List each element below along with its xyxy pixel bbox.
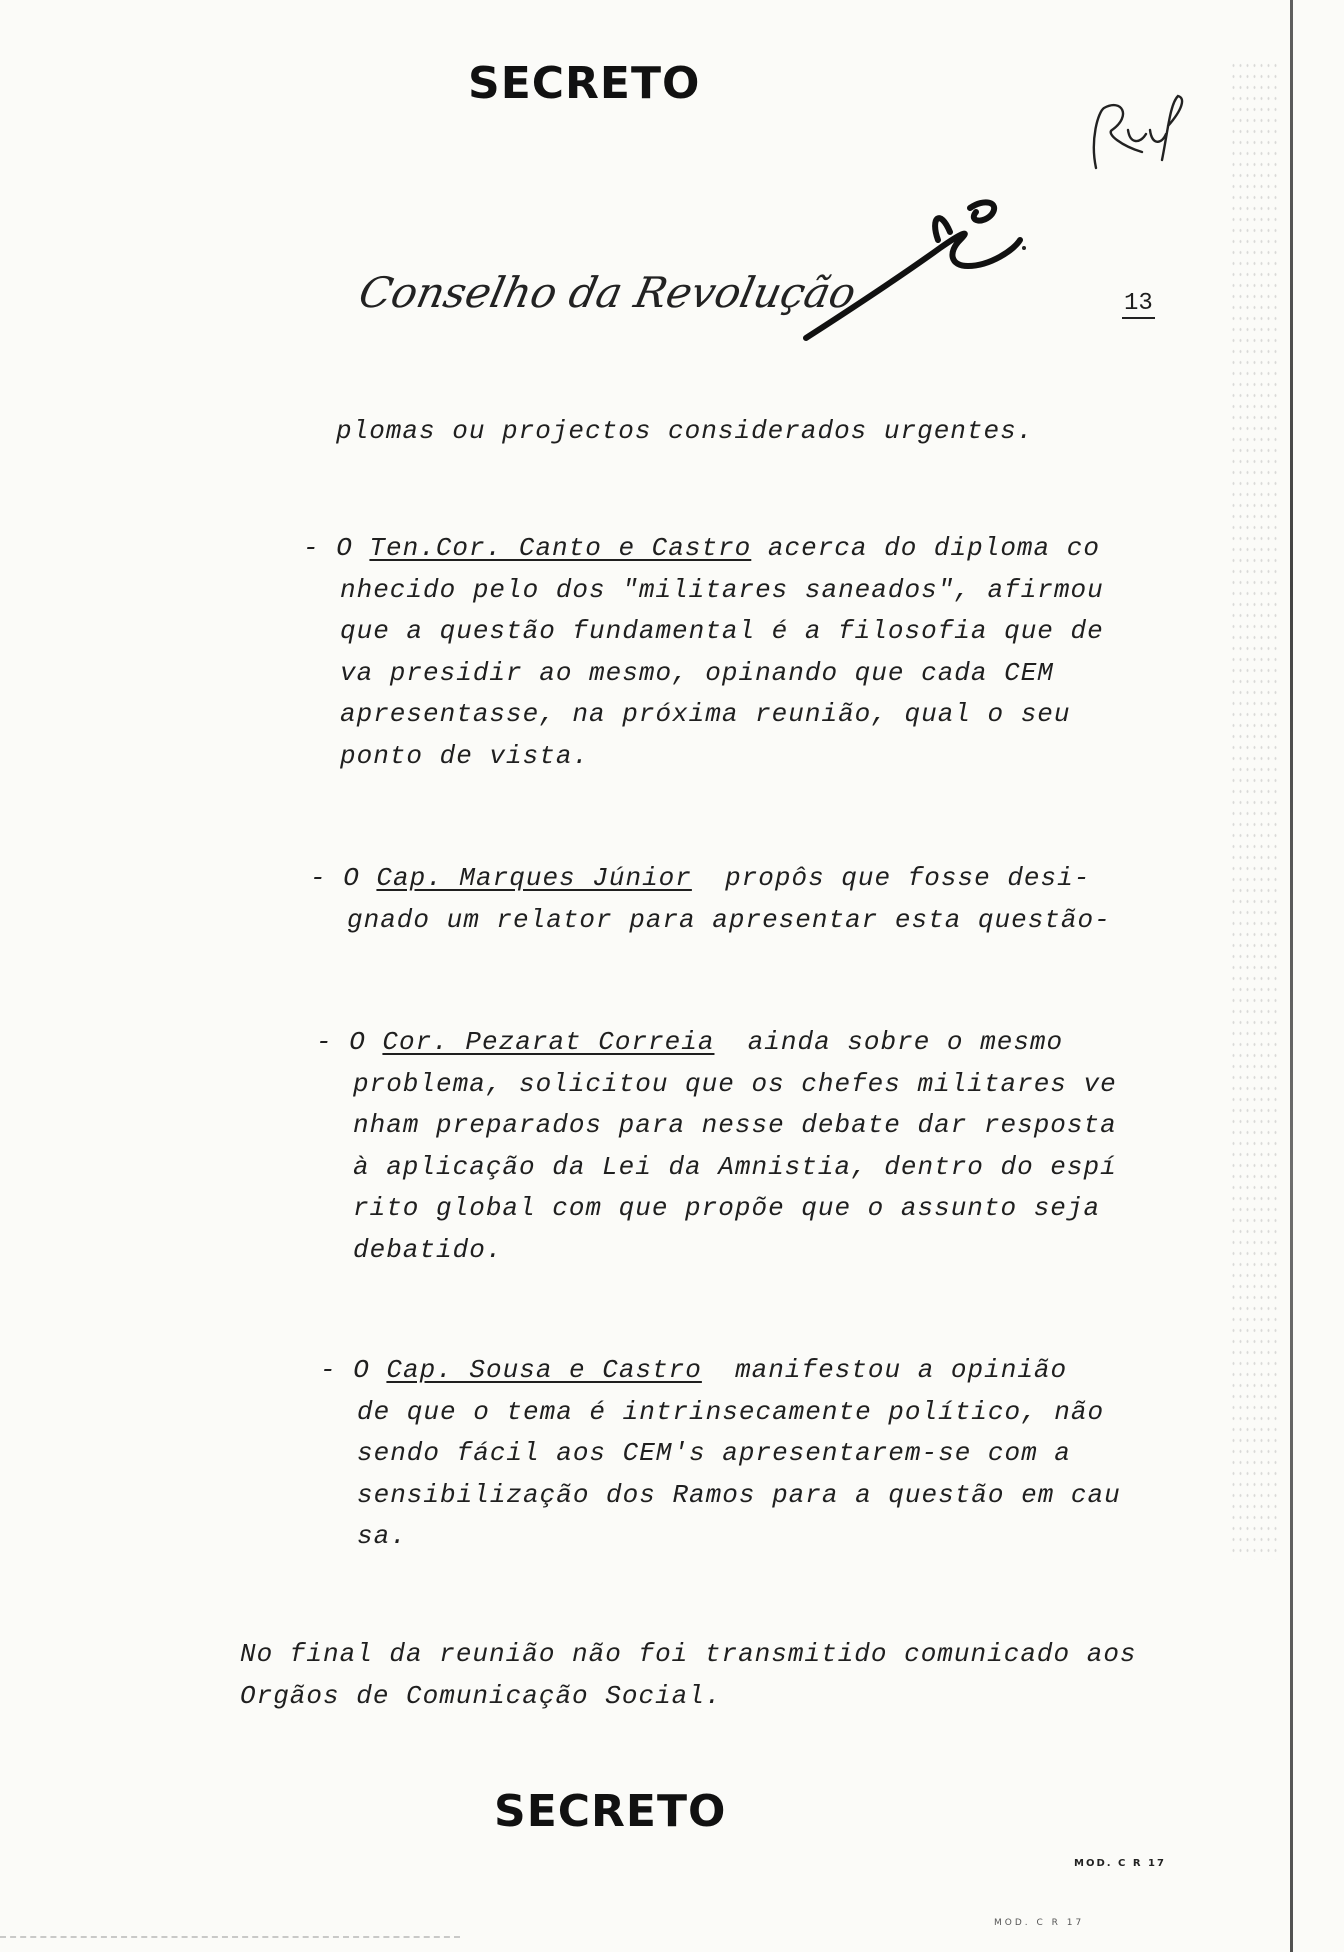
text-line: Orgãos de Comunicação Social.: [240, 1680, 722, 1711]
form-code-faded: MOD. C R 17: [994, 1918, 1085, 1928]
text-line: debatido.: [353, 1234, 503, 1265]
list-dash: - O: [316, 1027, 383, 1057]
paragraph-first-line: [320, 1350, 1121, 1392]
line-text: manifestou a opinião: [701, 1355, 1068, 1385]
text-line: va presidir ao mesmo, opinando que cada CEM: [340, 657, 1054, 688]
text-line: que a questão fundamental é a filosofia que de: [340, 616, 1104, 646]
list-dash: - O: [320, 1355, 387, 1385]
paragraph-pezarat-correia: [316, 1022, 1117, 1271]
line-text: acerca do diploma co: [751, 533, 1100, 563]
text-line: sendo fácil aos CEM's apresentarem-se com a: [357, 1438, 1071, 1468]
text-line: nham preparados para nesse debate dar resposta: [353, 1110, 1117, 1140]
list-dash: - O: [303, 533, 370, 563]
letterhead: Conselho da Revolução: [354, 268, 861, 317]
text-line: rito global com que propõe que o assunto seja: [353, 1193, 1101, 1223]
paragraph-first-line: [310, 858, 1111, 900]
speaker-name: Cap. Sousa e Castro: [386, 1355, 702, 1385]
paragraph-canto-e-castro: [303, 528, 1104, 777]
text-line: problema, solicitou que os chefes militares ve: [353, 1068, 1117, 1099]
page-number: 13: [1124, 290, 1153, 317]
text-line: No final da reunião não foi transmitido comunicado aos: [240, 1639, 1137, 1669]
binding-edge: [1290, 0, 1293, 1952]
continuation-text: [336, 411, 1033, 453]
speaker-name: Ten.Cor. Canto e Castro: [369, 533, 752, 563]
speaker-name: Cor. Pezarat Correia: [382, 1027, 715, 1057]
line-text: propôs que fosse desi-: [691, 863, 1091, 893]
classification-stamp-bottom: SECRETO: [494, 1786, 727, 1837]
text-line: gnado um relator para apresentar esta questão-: [347, 904, 1111, 935]
paragraph-first-line: [303, 528, 1104, 570]
handwritten-initials: [1082, 90, 1192, 190]
text-line: apresentasse, na próxima reunião, qual o seu: [340, 699, 1071, 729]
text-line: plomas ou projectos considerados urgentes.: [336, 416, 1034, 446]
paragraph-sousa-e-castro: [320, 1350, 1121, 1558]
text-line: de que o tema é intrinsecamente político, não: [357, 1396, 1105, 1427]
speaker-name: Cap. Marques Júnior: [376, 863, 692, 893]
paragraph-first-line: [316, 1022, 1117, 1064]
closing-paragraph: [240, 1634, 1137, 1717]
list-dash: - O: [310, 863, 377, 893]
text-line: à aplicação da Lei da Amnistia, dentro do espí: [353, 1151, 1117, 1182]
line-text: ainda sobre o mesmo: [714, 1027, 1064, 1057]
text-line: nhecido pelo dos "militares saneados", afirmou: [340, 574, 1104, 605]
scan-noise: [1230, 60, 1280, 1560]
form-code: MOD. C R 17: [1074, 1858, 1166, 1869]
text-line: sa.: [357, 1521, 407, 1551]
scan-artifact: [0, 1936, 460, 1941]
text-line: sensibilização dos Ramos para a questão em cau: [357, 1479, 1121, 1510]
paragraph-marques-junior: [310, 858, 1111, 941]
text-line: ponto de vista.: [340, 740, 590, 771]
classification-stamp-top: SECRETO: [468, 58, 701, 109]
